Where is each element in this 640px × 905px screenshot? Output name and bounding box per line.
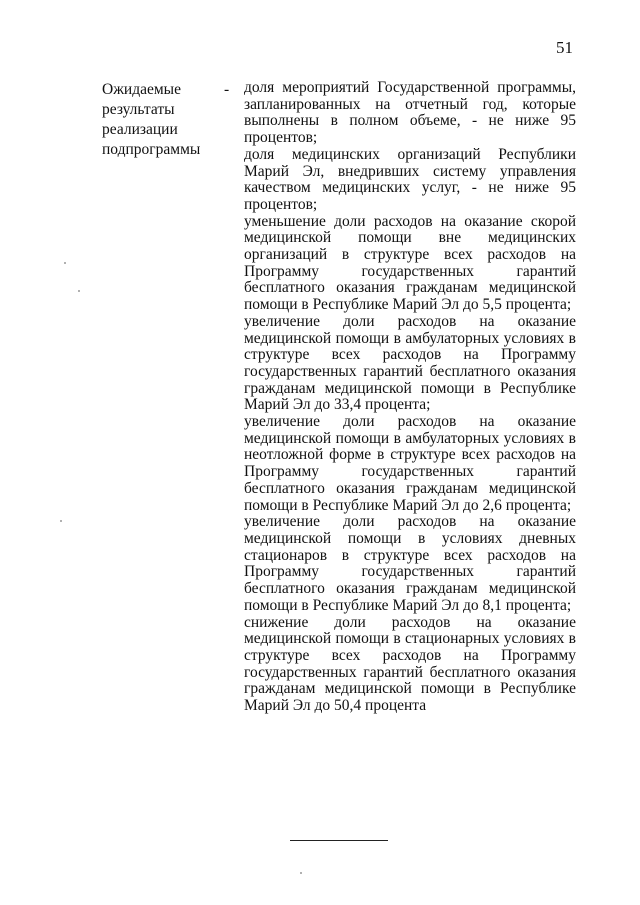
result-item: увеличение доли расходов на оказание медицинской помощи в амбулаторных условиях в неотложной форме в структуре всех расходов на Программу государственных гарантий бесплатного оказания гражданам медицинской помощи в Республике Марий Эл до 2,6 процента; <box>244 413 576 514</box>
scan-speck <box>300 872 302 874</box>
scan-speck <box>64 262 66 264</box>
result-item: снижение доли расходов на оказание медицинской помощи в стационарных условиях в структуре всех расходов на Программу государственных гарантий бесплатного оказания гражданам медицинской помощи в Республике Марий Эл до 50,4 процента <box>244 613 576 715</box>
scan-speck <box>60 520 62 522</box>
separator-dash: - <box>224 81 230 98</box>
footer-rule <box>290 840 388 841</box>
expected-results-list <box>244 80 576 715</box>
result-item: увеличение доли расходов на оказание медицинской помощи в амбулаторных условиях в структуре всех расходов на Программу государственных гарантий бесплатного оказания гражданам медицинской помощи в Республике Марий Эл до 33,4 процента; <box>244 312 576 414</box>
section-label-line: Ожидаемые <box>102 81 181 98</box>
section-label-line: подпрограммы <box>102 141 201 158</box>
section-label-line: результаты <box>102 101 175 118</box>
result-item: увеличение доли расходов на оказание медицинской помощи в условиях дневных стационаров в структуре всех расходов на Программу государственных гарантий бесплатного оказания гражданам медицинской помощи в Республике Марий Эл до 8,1 процента; <box>244 513 576 614</box>
scan-speck <box>78 290 80 292</box>
result-item: уменьшение доли расходов на оказание скорой медицинской помощи вне медицинских организаций в структуре всех расходов на Программу государственных гарантий бесплатного оказания гражданам медицинской помощи в Республике Марий Эл до 5,5 процента; <box>244 212 576 314</box>
result-item: доля мероприятий Государственной программы, запланированных на отчетный год, которые выполнены в полном объеме, - не ниже 95 процентов; <box>244 79 576 147</box>
section-label-line: реализации <box>102 121 178 138</box>
section-label <box>102 80 222 160</box>
page-number: 51 <box>556 38 573 57</box>
result-item: доля медицинских организаций Республики Марий Эл, внедривших систему управления качеством медицинских услуг, - не ниже 95 процентов; <box>244 145 576 213</box>
